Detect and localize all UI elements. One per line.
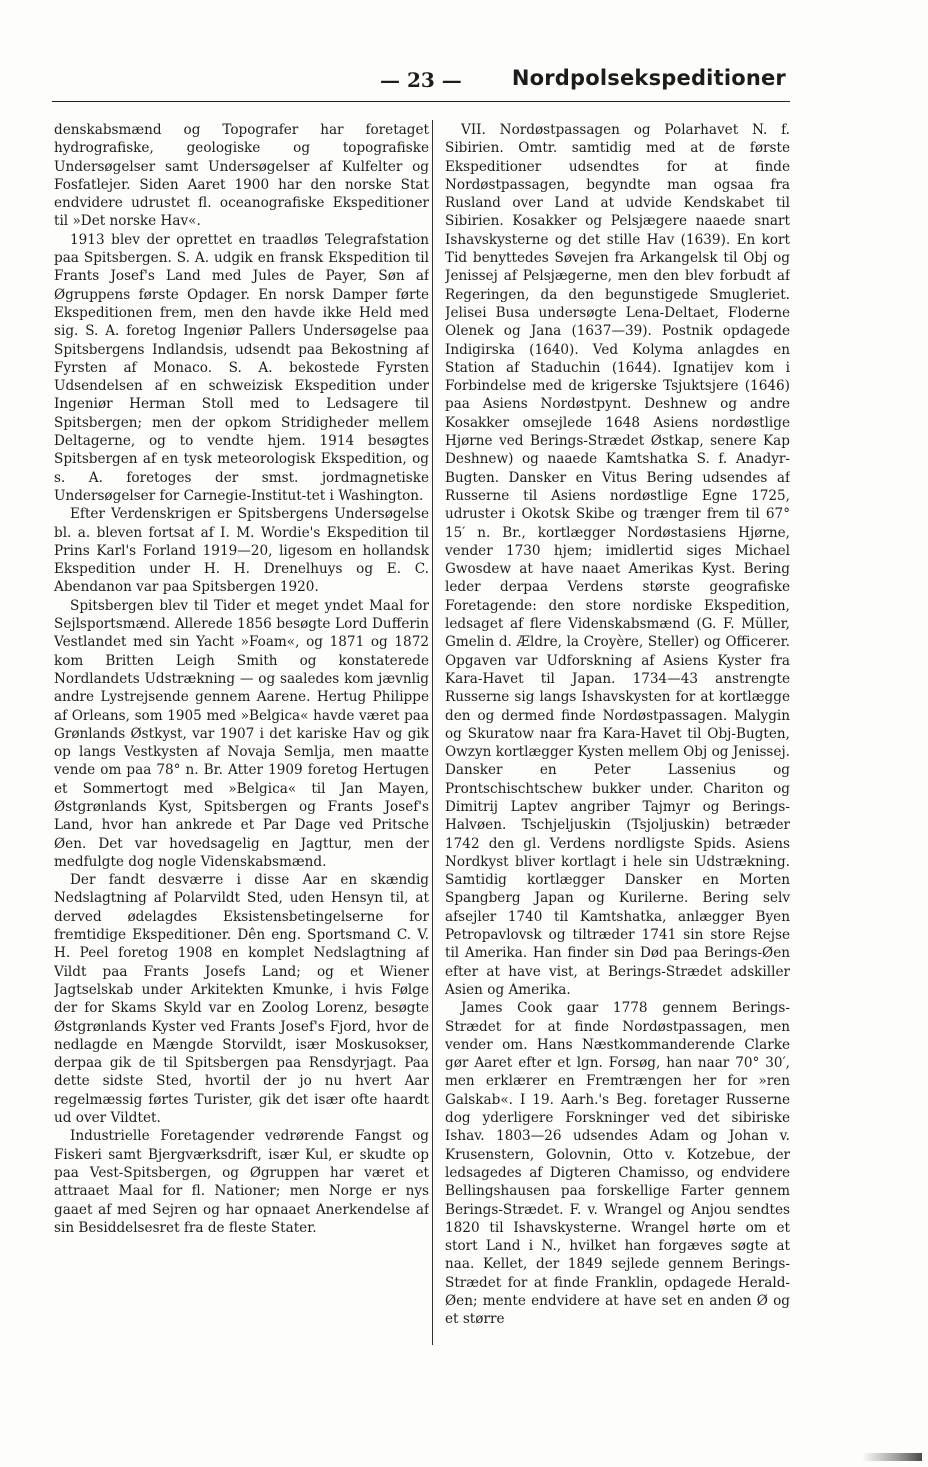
running-title: Nordpolsekspeditioner [511, 66, 786, 90]
paragraph: VII. Nordøstpassagen og Polarhavet N. f. Sibirien. Omtr. samtidig med at de første Ekspeditioner udsendtes for at finde Nordøstpassagen, begyndte man ogsaa fra Rusland over Land at udvide Kendskabet til Sibirien. Kosakker og Pelsjægere naaede snart Ishavskysterne og det stille Hav (1639). En kort Tid benyttedes Søvejen fra Arkangelsk til Obj og Jenissej af Pelsjægerne, men den blev forbudt af Regeringen, da den begunstigede Smugleriet. Jelisei Busa undersøgte Lena-Deltaet, Floderne Olenek og Jana (1637—39). Postnik opdagede Indigirska (1640). Ved Kolyma anlagdes en Station af Staduchin (1644). Ignatijev kom i Forbindelse med de krigerske Tsjuktsjere (1646) paa Asiens Nordøstpynt. Deshnew og andre Kosakker omsejlede 1648 Asiens nordøstlige Hjørne ved Berings-Strædet Østkap, senere Kap Deshnew) og naaede Kamtshatka S. f. Anadyr-Bugten. Dansker en Vitus Bering udsendes af Russerne til Asiens nordøstlige Egne 1725, udruster i Okotsk Skibe og trænger frem til 67° 15′ n. Br., kortlægger Nordøstasiens Hjørne, vender 1730 hjem; imidlertid siges Michael Gwosdew at have naaet Amerikas Kyst. Bering leder derpaa Verdens største geografiske Foretagende: den store nordiske Ekspedition, ledsaget af flere Videnskabsmænd (G. F. Müller, Gmelin d. Ældre, la Croyère, Steller) og Officerer. Opgaven var Udforskning af Asiens Kyster fra Kara-Havet til Japan. 1734—43 anstrengte Russerne sig langs Ishavskysten for at kortlægge den og dermed finde Nordøstpassagen. Malygin og Skuratow naar fra Kara-Havet til Obj-Bugten, Owzyn kortlægger Kysten mellem Obj og Jenissej. Dansker en Peter Lassenius og Prontschischtschew bukker under. Chariton og Dimitrij Laptev angriber Tajmyr og Berings-Halvøen. Tschjeljuskin (Tsjoljuskin) betræder 1742 den gl. Verdens nordligste Spids. Asiens Nordkyst bliver kortlagt i hele sin Udstrækning. Samtidig kortlægger Dansker en Morten Spangberg Japan og Kurilerne. Bering selv afsejler 1740 til Kamtshatka, anlægger Byen Petropavlovsk og tiltræder 1741 sin store Rejse til Amerika. Han finder sin Død paa Berings-Øen efter at have vist, at Berings-Strædet adskiller Asien og Amerika. [445, 122, 790, 998]
left-column [54, 121, 429, 1351]
page-number: — 23 — [380, 68, 462, 92]
scan-artifact [862, 1453, 922, 1461]
column-divider [432, 120, 433, 1345]
paragraph: Efter Verdenskrigen er Spitsbergens Undersøgelse bl. a. bleven fortsat af I. M. Wordie's Ekspedition til Prins Karl's Forland 1919—20, ligesom en hollandsk Ekspedition under H. H. Drenelhuys og E. C. Abendanon var paa Spitsbergen 1920. [54, 506, 429, 596]
paragraph: Spitsbergen blev til Tider et meget yndet Maal for Sejlsportsmænd. Allerede 1856 besøgte Lord Dufferin Vestlandet med sin Yacht »Foam«, og 1871 og 1872 kom Britten Leigh Smith og konstaterede Nordlandets Udstrækning — og saaledes kom jævnlig andre Lystrejsende gennem Aarene. Hertug Philippe af Orleans, som 1905 med »Belgica« havde været paa Grønlands Østkyst, var 1907 i det kariske Hav og gik op langs Vestkysten af Novaja Semlja, men maatte vende om paa 78° n. Br. Atter 1909 foretog Hertugen et Sommertogt med »Belgica« til Jan Mayen, Østgrønlands Kyst, Spitsbergen og Frants Josef's Land, hvor han ankrede et Par Dage ved Pritsche Øen. Det var hovedsagelig en Jagttur, men der medfulgte dog nogle Videnskabsmænd. [54, 597, 429, 870]
page-header [50, 62, 790, 98]
paragraph: Der fandt desværre i disse Aar en skændig Nedslagtning af Polarvildt Sted, uden Hensyn til, at derved ødelagdes Eksistensbetingelserne for fremtidige Ekspeditioner. Dên eng. Sportsmand C. V. H. Peel foretog 1908 en komplet Nedslagtning af Vildt paa Frants Josefs Land; og et Wiener Jagtselskab under Arkitekten Kmunke, i hvis Følge der for Skams Skyld var en Zoolog Lorenz, besøgte Østgrønlands Kyster ved Frants Josef's Fjord, hvor de nedlagde en Mængde Storvildt, især Moskusokser, derpaa gik de til Spitsbergen paa Rensdyrjagt. Paa dette sidste Sted, hvortil der jo nu hvert Aar regelmæssig førtes Turister, gik det især ofte haardt ud over Vildtet. [54, 872, 429, 1127]
right-column [445, 121, 790, 1351]
paragraph: denskabsmænd og Topografer har foretaget hydrografiske, geologiske og topografiske Undersøgelser samt Undersøgelser af Kulfelter og Fosfatlejer. Siden Aaret 1900 har den norske Stat endvidere udrustet fl. oceanografiske Ekspeditioner til »Det norske Hav«. [54, 122, 429, 230]
header-rule [52, 101, 790, 102]
paragraph: Industrielle Foretagender vedrørende Fangst og Fiskeri samt Bjergværksdrift, især Kul, er skudte op paa Vest-Spitsbergen, og Øgruppen har været et attraaet Maal for fl. Nationer; men Norge er nys gaaet af med Sejren og har opnaaet Anerkendelse af sin Besiddelsesret fra de fleste Stater. [54, 1128, 429, 1236]
paragraph: 1913 blev der oprettet en traadløs Telegrafstation paa Spitsbergen. S. A. udgik en fransk Ekspedition til Frants Josef's Land med Jules de Payer, Søn af Øgruppens første Opdager. En norsk Damper førte Ekspeditionen frem, men den havde ikke Held med sig. S. A. foretog Ingeniør Pallers Undersøgelse paa Spitsbergens Indlandsis, udsendt paa Bekostning af Fyrsten af Monaco. S. A. bekostede Fyrsten Udsendelsen af en schweizisk Ekspedition under Ingeniør Herman Stoll med to Ledsagere til Spitsbergen; men der opkom Stridigheder mellem Deltagerne, og to vendte hjem. 1914 besøgtes Spitsbergen af en tysk meteorologisk Ekspedition, og s. A. foretoges der smst. jordmagnetiske Undersøgelser for Carnegie-Institut-tet i Washington. [54, 231, 429, 504]
paragraph: James Cook gaar 1778 gennem Berings-Strædet for at finde Nordøstpassagen, men vender om. Hans Næstkommanderende Clarke gør Aaret efter et lgn. Forsøg, han naar 70° 30′, men erklærer en Fremtrængen her for »ren Galskab«. I 19. Aarh.'s Beg. foretager Russerne dog yderligere Forskninger ved det sibiriske Ishav. 1803—26 udsendes Adam og Johan v. Krusenstern, Golovnin, Otto v. Kotzebue, der ledsagedes af Digteren Chamisso, og endvidere Bellingshausen paa forskellige Farter gennem Berings-Strædet. F. v. Wrangel og Anjou sendtes 1820 til Ishavskysterne. Wrangel hørte om et stort Land i N., hvilket han forgæves søgte at naa. Kellet, der 1849 sejlede gennem Berings-Strædet for at finde Franklin, opdagede Herald-Øen; mente endvidere at have set en anden Ø og et større [445, 1000, 790, 1328]
